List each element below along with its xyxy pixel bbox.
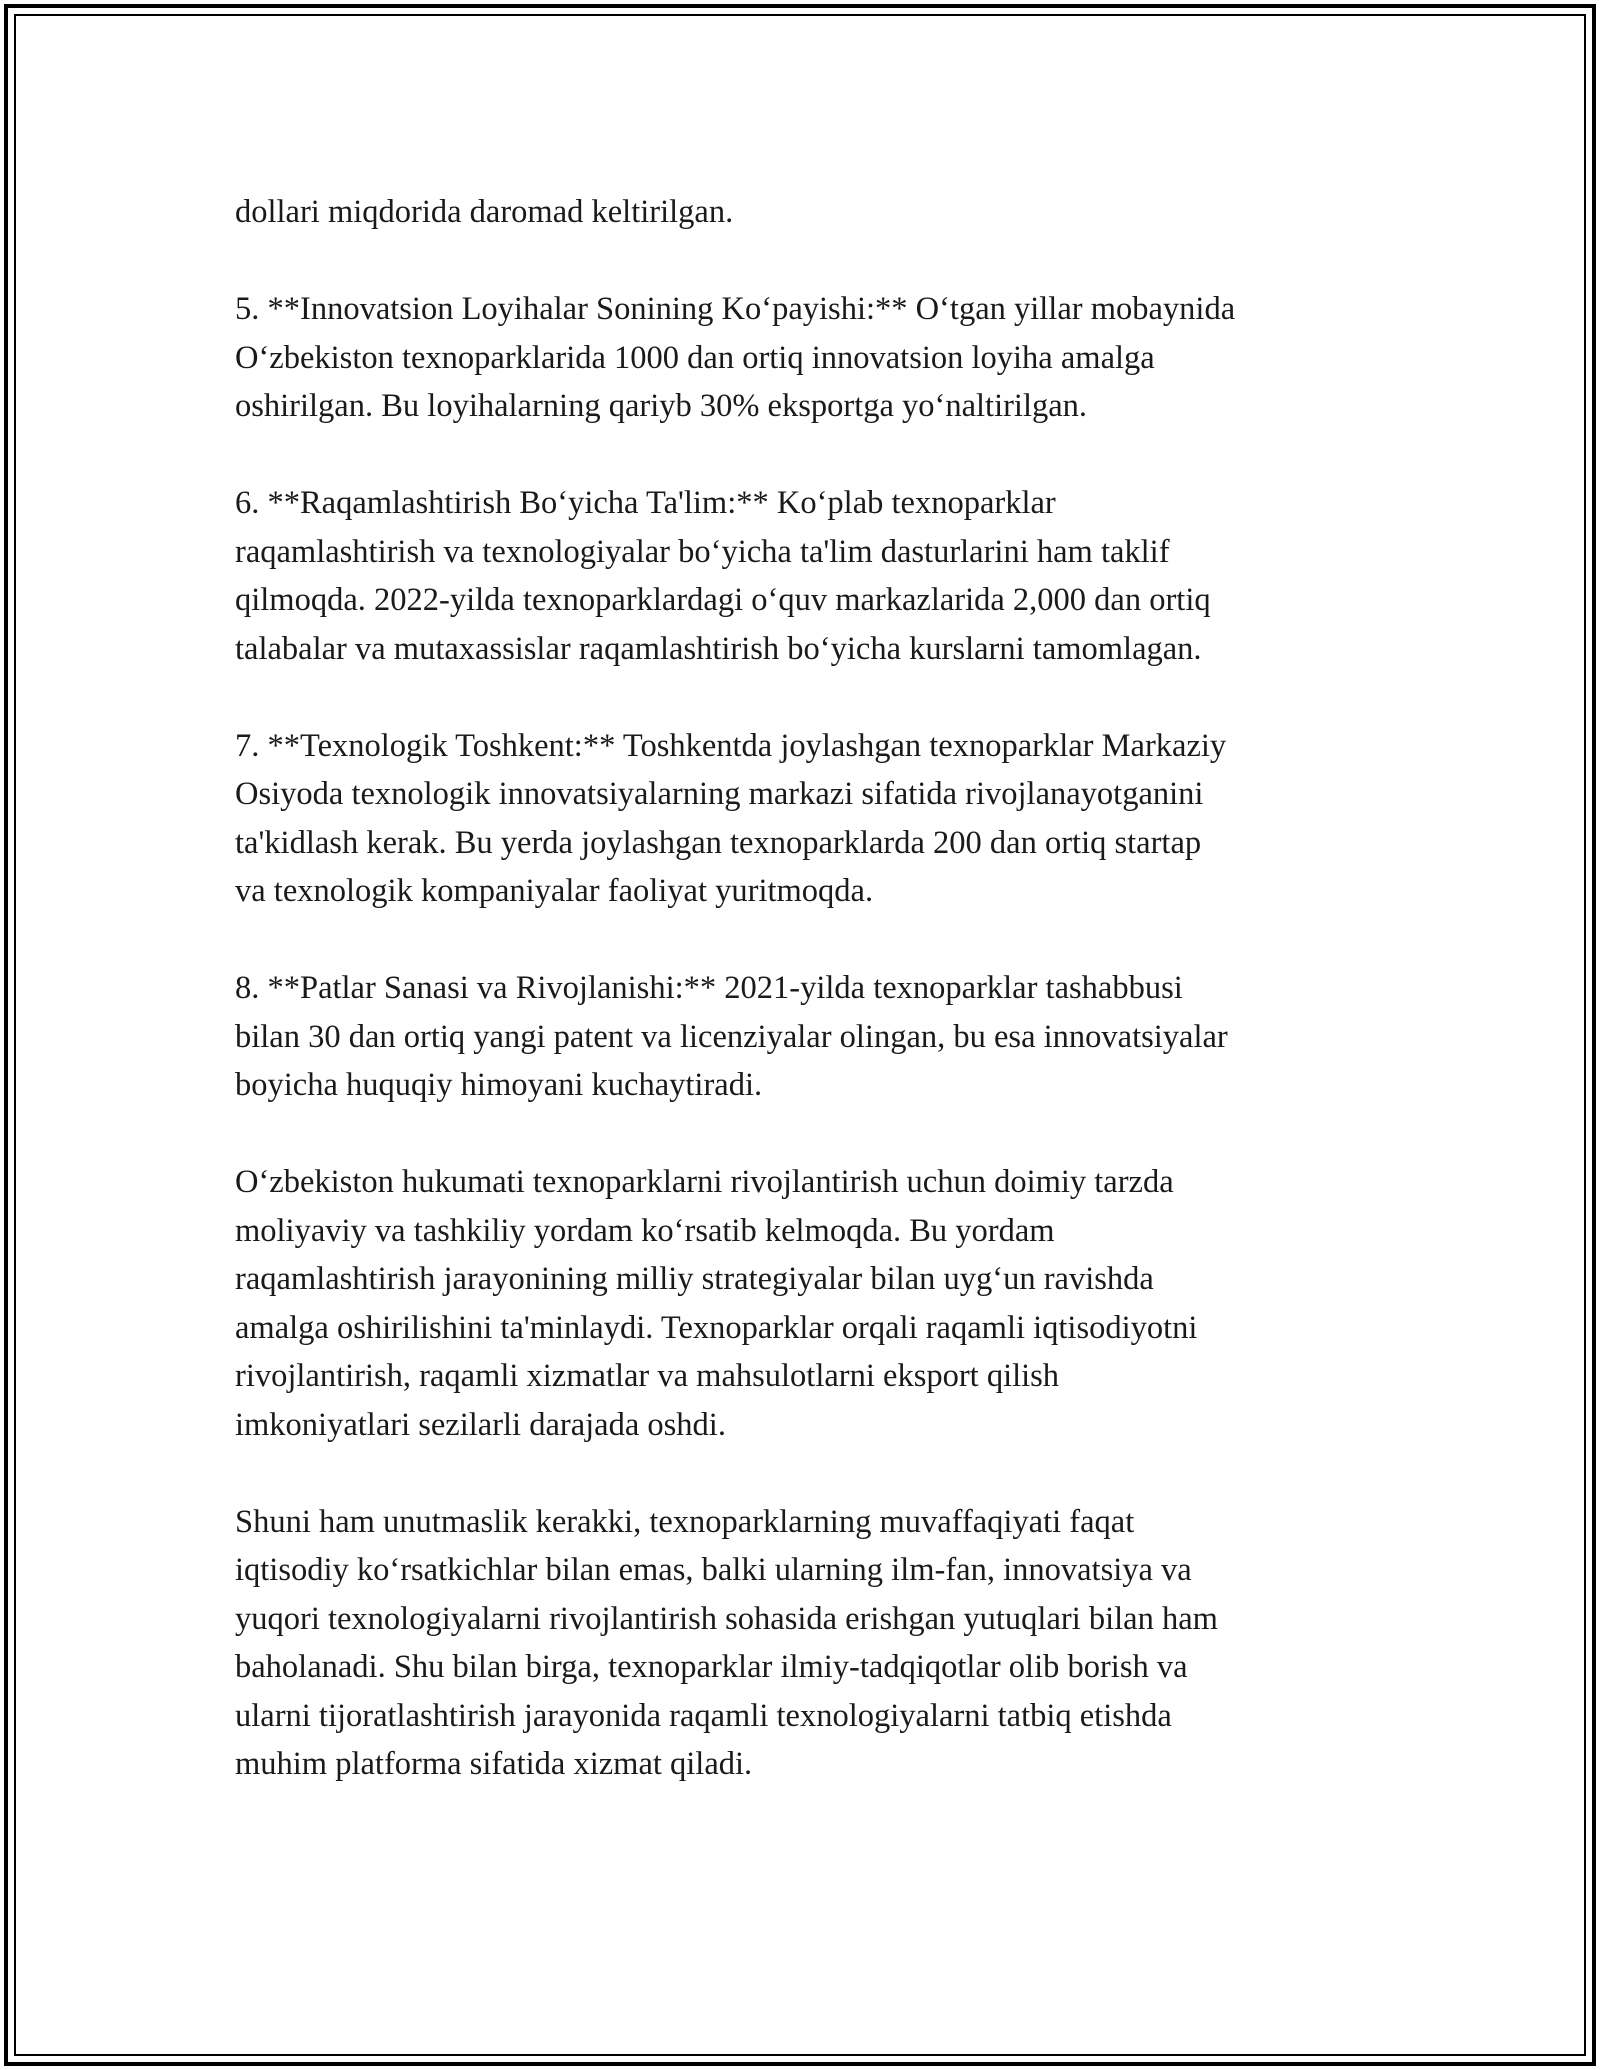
text-line: boyicha huquqiy himoyani kuchaytiradi. xyxy=(235,1067,763,1103)
paragraph-government-support xyxy=(235,1158,1375,1449)
text-line: iqtisodiy ko‘rsatkichlar bilan emas, balki ularning ilm-fan, innovatsiya va xyxy=(235,1552,1192,1588)
paragraph-item-7 xyxy=(235,722,1375,916)
text-line: va texnologik kompaniyalar faoliyat yuritmoqda. xyxy=(235,873,874,909)
text-line: ta'kidlash kerak. Bu yerda joylashgan texnoparklarda 200 dan ortiq startap xyxy=(235,824,1202,861)
text-line: 7. **Texnologik Toshkent:** Toshkentda joylashgan texnoparklar Markaziy xyxy=(235,727,1227,764)
text-line: ularni tijoratlashtirish jarayonida raqamli texnologiyalarni tatbiq etishda xyxy=(235,1697,1172,1734)
text-line: 8. **Patlar Sanasi va Rivojlanishi:** 2021-yilda texnoparklar tashabbusi xyxy=(235,970,1183,1006)
text-line: Osiyoda texnologik innovatsiyalarning markazi sifatida rivojlanayotganini xyxy=(235,776,1204,812)
paragraph-conclusion xyxy=(235,1498,1375,1789)
text-line: raqamlashtirish va texnologiyalar bo‘yicha ta'lim dasturlarini ham taklif xyxy=(235,533,1170,570)
paragraph-continuation xyxy=(235,188,1375,237)
text-line: rivojlantirish, raqamli xizmatlar va mahsulotlarni eksport qilish xyxy=(235,1358,1060,1394)
text-line: oshirilgan. Bu loyihalarning qariyb 30% eksportga yo‘naltirilgan. xyxy=(235,388,1088,424)
text-line: O‘zbekiston hukumati texnoparklarni rivojlantirish uchun doimiy tarzda xyxy=(235,1164,1174,1200)
paragraph-item-6 xyxy=(235,479,1375,673)
text-line: bilan 30 dan ortiq yangi patent va licenziyalar olingan, bu esa innovatsiyalar xyxy=(235,1018,1228,1055)
text-line: raqamlashtirish jarayonining milliy strategiyalar bilan uyg‘un ravishda xyxy=(235,1261,1154,1297)
text-line: qilmoqda. 2022-yilda texnoparklardagi o‘quv markazlarida 2,000 dan ortiq xyxy=(235,582,1211,618)
text-line: Shuni ham unutmaslik kerakki, texnoparklarning muvaffaqiyati faqat xyxy=(235,1503,1135,1540)
text-line: moliyaviy va tashkiliy yordam ko‘rsatib kelmoqda. Bu yordam xyxy=(235,1212,1055,1249)
paragraph-item-8 xyxy=(235,964,1375,1110)
text-line: muhim platforma sifatida xizmat qiladi. xyxy=(235,1746,753,1782)
text-line: dollari miqdorida daromad keltirilgan. xyxy=(235,194,734,230)
text-line: imkoniyatlari sezilarli darajada oshdi. xyxy=(235,1406,726,1443)
text-line: O‘zbekiston texnoparklarida 1000 dan ortiq innovatsion loyiha amalga xyxy=(235,339,1155,376)
text-line: baholanadi. Shu bilan birga, texnoparklar ilmiy-tadqiqotlar olib borish va xyxy=(235,1649,1188,1685)
document-body xyxy=(235,188,1375,1837)
text-line: talabalar va mutaxassislar raqamlashtirish bo‘yicha kurslarni tamomlagan. xyxy=(235,630,1202,667)
text-line: amalga oshirilishini ta'minlaydi. Texnoparklar orqali raqamli iqtisodiyotni xyxy=(235,1309,1198,1346)
text-line: yuqori texnologiyalarni rivojlantirish sohasida erishgan yutuqlari bilan ham xyxy=(235,1600,1218,1637)
text-line: 5. **Innovatsion Loyihalar Sonining Ko‘payishi:** O‘tgan yillar mobaynida xyxy=(235,291,1236,327)
text-line: 6. **Raqamlashtirish Bo‘yicha Ta'lim:** Ko‘plab texnoparklar xyxy=(235,485,1056,521)
paragraph-item-5 xyxy=(235,285,1375,431)
